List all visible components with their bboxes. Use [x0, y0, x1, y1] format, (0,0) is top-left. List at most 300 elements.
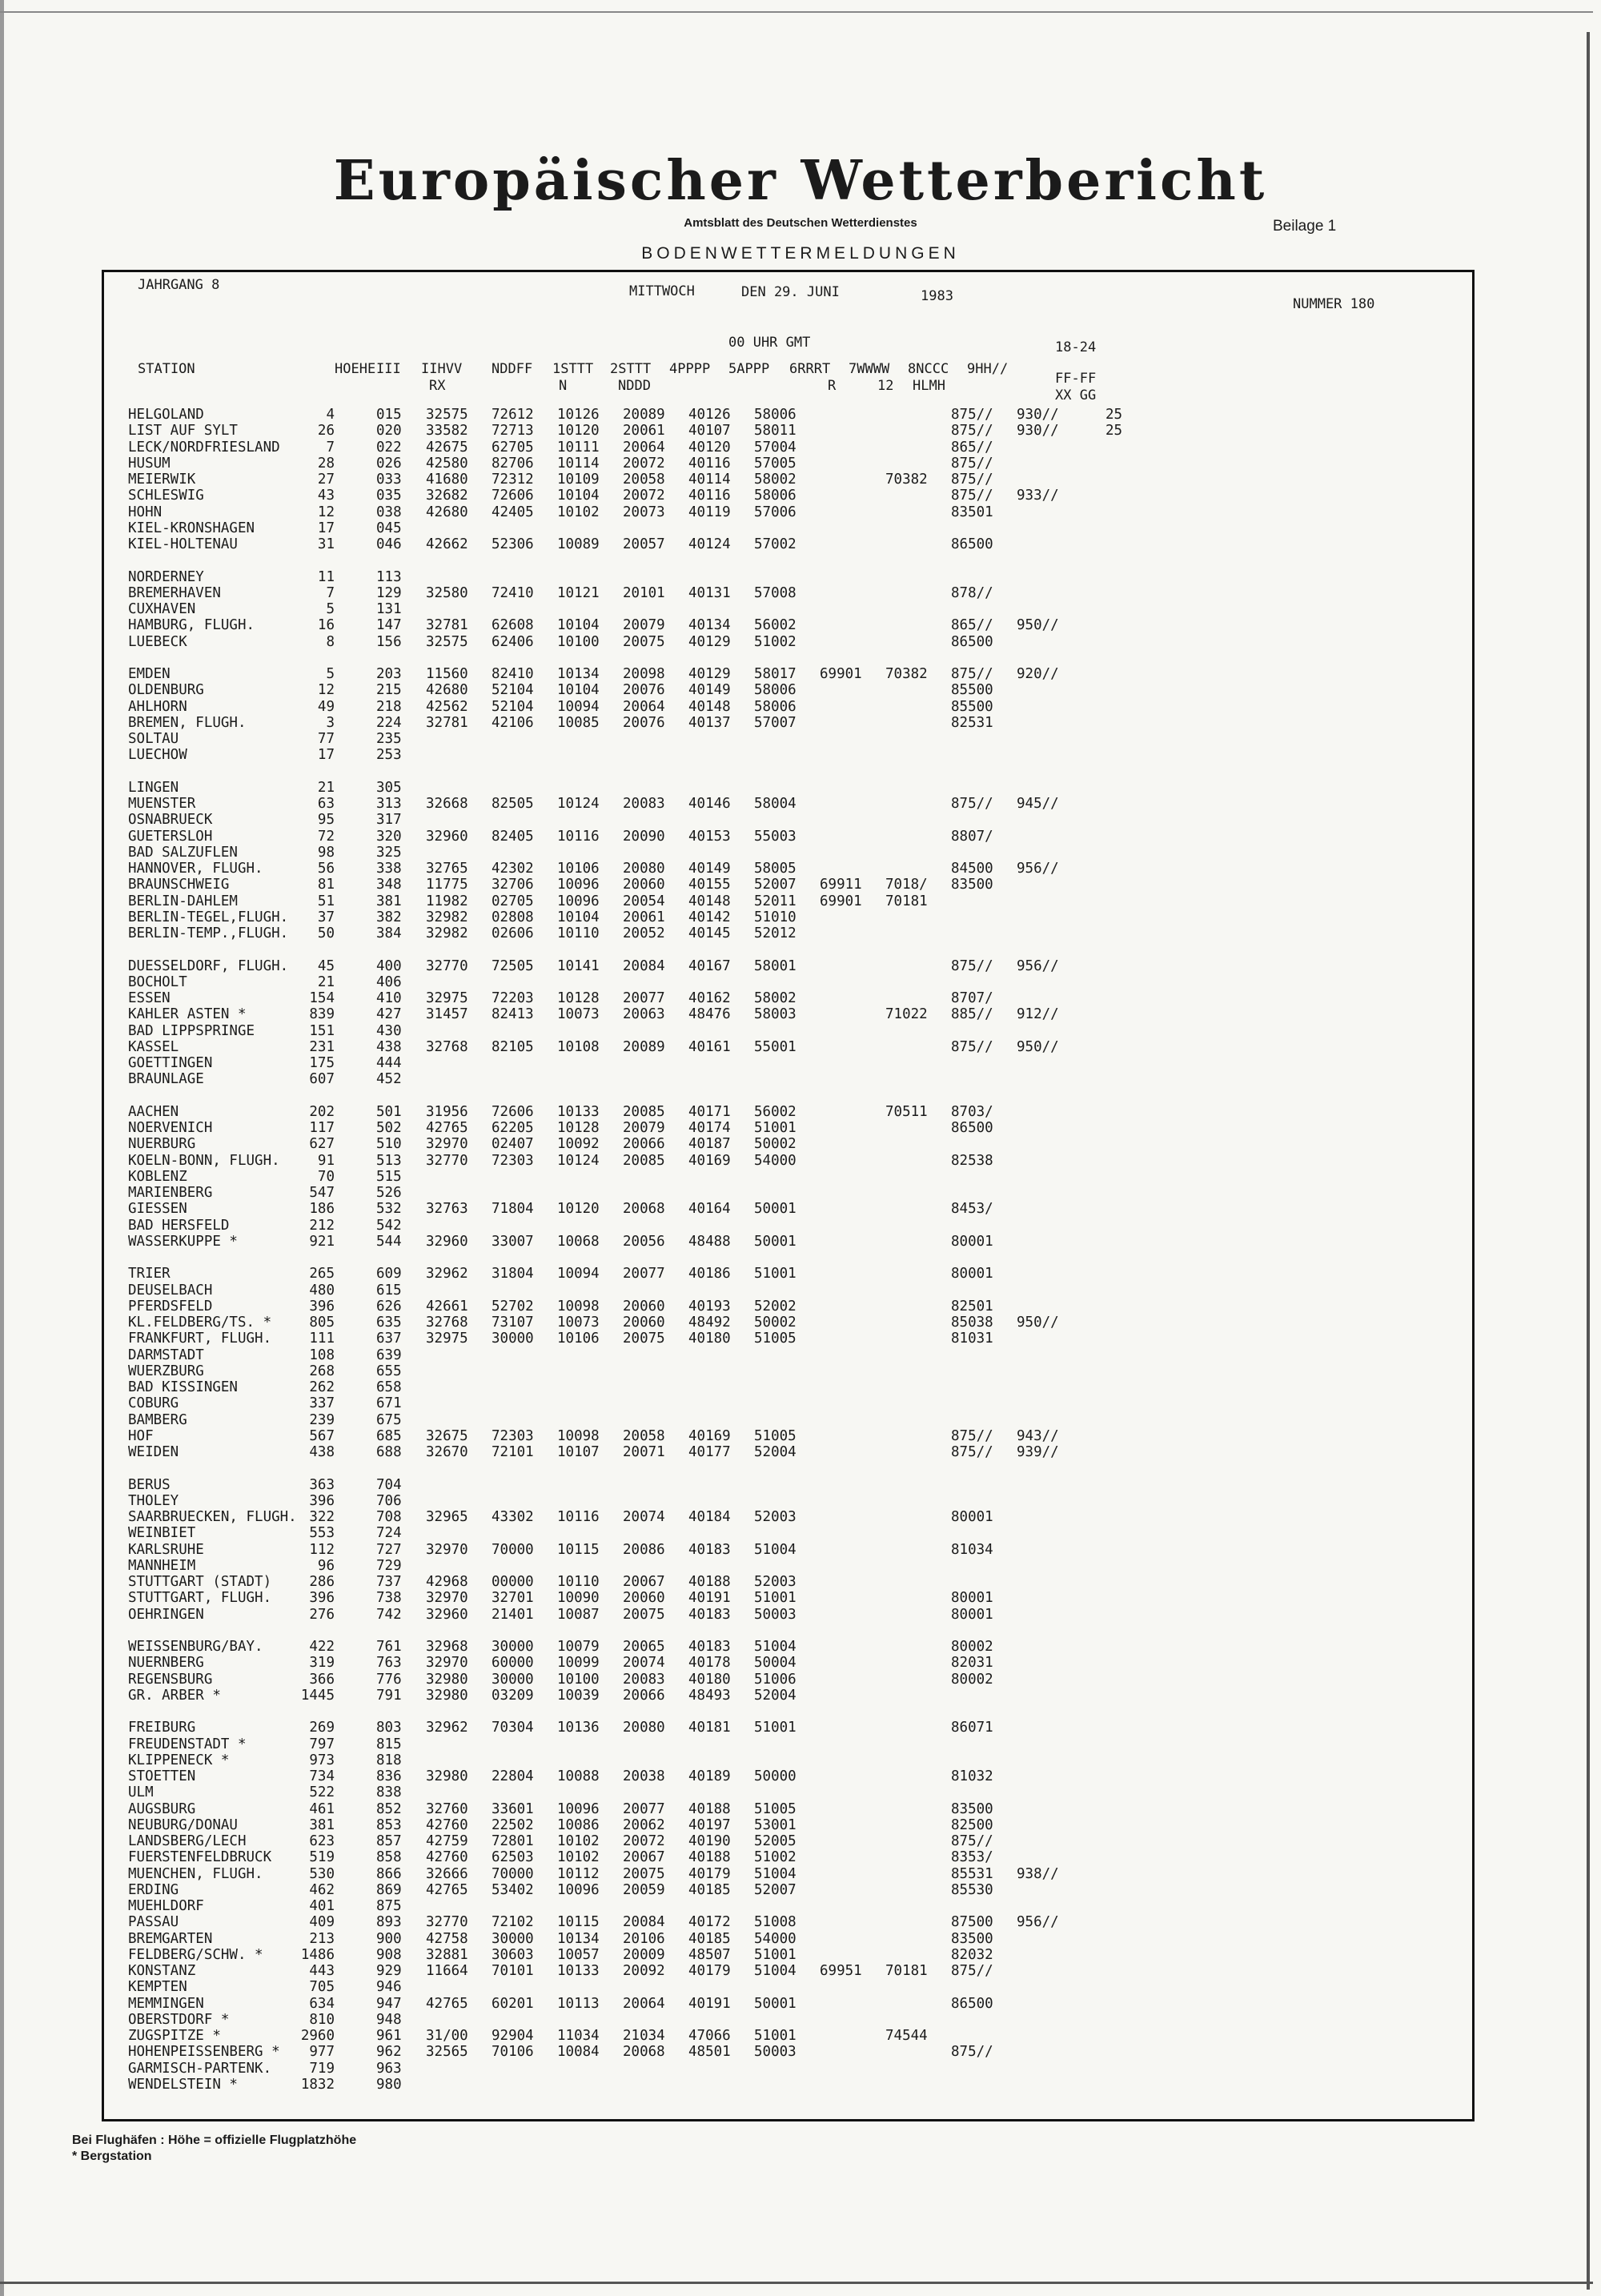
- table-cell: 20068: [623, 2044, 665, 2061]
- table-cell: 42675: [426, 439, 468, 456]
- table-cell: 70181: [885, 893, 928, 909]
- column-header: NDDFF: [492, 361, 533, 377]
- table-cell: 382: [376, 909, 402, 925]
- station-name: NEUBURG/DONAU: [128, 1816, 238, 1833]
- table-cell: 20058: [623, 472, 665, 488]
- table-cell: 86071: [951, 1720, 993, 1736]
- table-cell: 40179: [688, 1963, 731, 1979]
- table-cell: 147: [376, 617, 402, 634]
- table-cell: 406: [376, 973, 402, 990]
- table-cell: 72801: [492, 1833, 534, 1849]
- table-cell: 40171: [688, 1103, 731, 1120]
- table-cell: 40180: [688, 1671, 731, 1688]
- table-cell: 20101: [623, 584, 665, 601]
- table-cell: 305: [376, 779, 402, 796]
- table-cell: 737: [376, 1574, 402, 1590]
- table-cell: 410: [376, 990, 402, 1006]
- table-cell: 42680: [426, 682, 468, 699]
- table-cell: 10141: [557, 957, 600, 974]
- station-name: GIESSEN: [128, 1201, 187, 1218]
- station-name: OBERSTDORF *: [128, 2011, 230, 2028]
- table-cell: 10128: [557, 990, 600, 1006]
- station-name: BREMEN, FLUGH.: [128, 714, 247, 731]
- table-cell: 85530: [951, 1881, 993, 1898]
- table-cell: 20074: [623, 1509, 665, 1525]
- table-cell: 900: [376, 1930, 402, 1947]
- table-cell: 82032: [951, 1946, 993, 1963]
- station-name: MUENCHEN, FLUGH.: [128, 1865, 263, 1882]
- station-name: MEMMINGEN: [128, 1995, 204, 2012]
- table-cell: 85500: [951, 698, 993, 715]
- table-cell: 30000: [492, 1671, 534, 1688]
- table-cell: 10086: [557, 1816, 600, 1833]
- table-cell: 337: [309, 1395, 335, 1412]
- table-cell: 946: [376, 1979, 402, 1996]
- table-cell: 58006: [754, 682, 796, 699]
- table-cell: 40153: [688, 828, 731, 845]
- column-subheader: XX GG: [1055, 387, 1097, 403]
- table-cell: 20059: [623, 1881, 665, 1898]
- table-cell: 202: [309, 1103, 335, 1120]
- station-name: KIEL-HOLTENAU: [128, 536, 238, 552]
- table-cell: 32770: [426, 1914, 468, 1931]
- table-cell: 10116: [557, 1509, 600, 1525]
- table-cell: 52012: [754, 925, 796, 941]
- table-cell: 02808: [492, 909, 534, 925]
- table-cell: 461: [309, 1800, 335, 1817]
- table-cell: 20068: [623, 1201, 665, 1218]
- table-cell: 31804: [492, 1266, 534, 1282]
- table-cell: 438: [309, 1444, 335, 1460]
- table-cell: 875//: [951, 1038, 993, 1055]
- table-cell: 70511: [885, 1103, 928, 1120]
- table-cell: 51005: [754, 1427, 796, 1444]
- table-cell: 852: [376, 1800, 402, 1817]
- table-cell: 32975: [426, 1331, 468, 1347]
- table-cell: 42760: [426, 1849, 468, 1866]
- table-cell: 11: [317, 568, 335, 585]
- table-cell: 20074: [623, 1655, 665, 1672]
- table-cell: 685: [376, 1427, 402, 1444]
- table-cell: 20066: [623, 1687, 665, 1704]
- table-cell: 875//: [951, 472, 993, 488]
- table-cell: 908: [376, 1946, 402, 1963]
- table-cell: 82500: [951, 1816, 993, 1833]
- table-cell: 03209: [492, 1687, 534, 1704]
- table-cell: 20072: [623, 1833, 665, 1849]
- station-name: THOLEY: [128, 1492, 179, 1509]
- table-cell: 10087: [557, 1606, 600, 1623]
- table-cell: 40146: [688, 796, 731, 812]
- table-cell: 53402: [492, 1881, 534, 1898]
- table-cell: 42405: [492, 504, 534, 520]
- table-cell: 10079: [557, 1639, 600, 1655]
- table-cell: 265: [309, 1266, 335, 1282]
- table-cell: 17: [317, 520, 335, 536]
- table-cell: 186: [309, 1201, 335, 1218]
- table-cell: 72312: [492, 472, 534, 488]
- table-cell: 10108: [557, 1038, 600, 1055]
- table-cell: 72303: [492, 1427, 534, 1444]
- table-cell: 56002: [754, 1103, 796, 1120]
- table-cell: 544: [376, 1233, 402, 1250]
- table-cell: 10100: [557, 633, 600, 650]
- table-cell: 2960: [300, 2028, 335, 2044]
- table-cell: 32965: [426, 1509, 468, 1525]
- table-cell: 10104: [557, 617, 600, 634]
- table-cell: 86500: [951, 633, 993, 650]
- table-cell: 980: [376, 2076, 402, 2093]
- table-cell: 10068: [557, 1233, 600, 1250]
- table-cell: 10090: [557, 1590, 600, 1607]
- station-name: TRIER: [128, 1266, 171, 1282]
- table-cell: 8: [326, 633, 335, 650]
- table-cell: 875//: [951, 1427, 993, 1444]
- station-name: SCHLESWIG: [128, 488, 204, 504]
- table-cell: 865//: [951, 617, 993, 634]
- table-cell: 32668: [426, 796, 468, 812]
- table-cell: 40188: [688, 1574, 731, 1590]
- table-cell: 675: [376, 1411, 402, 1428]
- table-cell: 10106: [557, 861, 600, 877]
- table-cell: 42680: [426, 504, 468, 520]
- table-cell: 384: [376, 925, 402, 941]
- table-cell: 40107: [688, 423, 731, 440]
- table-cell: 20065: [623, 1639, 665, 1655]
- table-cell: 55001: [754, 1038, 796, 1055]
- year-label: 1983: [921, 288, 953, 304]
- station-name: ULM: [128, 1784, 154, 1801]
- station-name: BRAUNSCHWEIG: [128, 877, 230, 893]
- volume-label: JAHRGANG 8: [138, 277, 220, 293]
- table-cell: 30000: [492, 1331, 534, 1347]
- table-cell: 43302: [492, 1509, 534, 1525]
- table-cell: 10110: [557, 1574, 600, 1590]
- table-cell: 738: [376, 1590, 402, 1607]
- station-name: BERLIN-DAHLEM: [128, 893, 238, 909]
- station-name: LUEBECK: [128, 633, 187, 650]
- table-cell: 033: [376, 472, 402, 488]
- station-name: WEIDEN: [128, 1444, 179, 1460]
- column-header: 4PPPP: [669, 361, 711, 377]
- column-subheader: RX: [429, 378, 446, 394]
- table-cell: 810: [309, 2011, 335, 2028]
- footnote-mountain: * Bergstation: [72, 2149, 152, 2163]
- table-cell: 80001: [951, 1606, 993, 1623]
- station-name: STUTTGART (STADT): [128, 1574, 272, 1590]
- table-cell: 776: [376, 1671, 402, 1688]
- column-header: 2STTT: [610, 361, 652, 377]
- table-cell: 20054: [623, 893, 665, 909]
- table-cell: 32970: [426, 1655, 468, 1672]
- table-cell: 32770: [426, 1152, 468, 1169]
- table-cell: 320: [376, 828, 402, 845]
- table-cell: 51008: [754, 1914, 796, 1931]
- table-cell: 72101: [492, 1444, 534, 1460]
- table-cell: 52104: [492, 698, 534, 715]
- issue-number: NUMMER 180: [1293, 296, 1375, 312]
- table-cell: 10134: [557, 666, 600, 682]
- table-cell: 20066: [623, 1136, 665, 1153]
- station-name: CUXHAVEN: [128, 601, 196, 617]
- station-name: DUESSELDORF, FLUGH.: [128, 957, 289, 974]
- table-cell: 452: [376, 1071, 402, 1088]
- station-name: BERLIN-TEMP.,FLUGH.: [128, 925, 289, 941]
- table-cell: 40124: [688, 536, 731, 552]
- table-cell: 276: [309, 1606, 335, 1623]
- table-cell: 40129: [688, 633, 731, 650]
- table-cell: 32682: [426, 488, 468, 504]
- table-cell: 32960: [426, 1606, 468, 1623]
- table-cell: 96: [317, 1557, 335, 1574]
- table-cell: 839: [309, 1006, 335, 1023]
- table-cell: 40185: [688, 1881, 731, 1898]
- table-cell: 20038: [623, 1768, 665, 1784]
- table-cell: 20064: [623, 1995, 665, 2012]
- table-cell: 50004: [754, 1655, 796, 1672]
- table-cell: 5: [326, 666, 335, 682]
- station-name: KIEL-KRONSHAGEN: [128, 520, 255, 536]
- table-cell: 51006: [754, 1671, 796, 1688]
- station-name: COBURG: [128, 1395, 179, 1412]
- table-cell: 878//: [951, 584, 993, 601]
- table-cell: 950//: [1017, 1315, 1059, 1331]
- column-header: 5APPP: [728, 361, 770, 377]
- table-cell: 82531: [951, 714, 993, 731]
- supplement-label: Beilage 1: [1273, 218, 1337, 235]
- table-cell: 51001: [754, 1946, 796, 1963]
- table-cell: 58006: [754, 488, 796, 504]
- table-cell: 5: [326, 601, 335, 617]
- table-cell: 218: [376, 698, 402, 715]
- table-cell: 239: [309, 1411, 335, 1428]
- table-cell: 875//: [951, 423, 993, 440]
- table-cell: 40148: [688, 893, 731, 909]
- table-cell: 818: [376, 1752, 402, 1768]
- table-cell: 875//: [951, 488, 993, 504]
- station-name: MARIENBERG: [128, 1185, 213, 1201]
- table-cell: 10134: [557, 1930, 600, 1947]
- table-cell: 69911: [820, 877, 862, 893]
- table-cell: 40169: [688, 1152, 731, 1169]
- table-cell: 40162: [688, 990, 731, 1006]
- table-cell: 319: [309, 1655, 335, 1672]
- table-cell: 31: [317, 536, 335, 552]
- table-cell: 40174: [688, 1120, 731, 1136]
- table-cell: 519: [309, 1849, 335, 1866]
- table-cell: 857: [376, 1833, 402, 1849]
- table-cell: 961: [376, 2028, 402, 2044]
- table-cell: 10115: [557, 1541, 600, 1558]
- station-name: FUERSTENFELDBRUCK: [128, 1849, 272, 1866]
- table-cell: 20090: [623, 828, 665, 845]
- table-cell: 42106: [492, 714, 534, 731]
- station-name: WENDELSTEIN *: [128, 2076, 238, 2093]
- table-cell: 17: [317, 747, 335, 764]
- table-cell: 921: [309, 1233, 335, 1250]
- table-cell: 444: [376, 1055, 402, 1071]
- table-cell: 363: [309, 1476, 335, 1493]
- table-cell: 875//: [951, 1444, 993, 1460]
- table-cell: 348: [376, 877, 402, 893]
- table-cell: 10039: [557, 1687, 600, 1704]
- table-cell: 70304: [492, 1720, 534, 1736]
- table-cell: 21034: [623, 2028, 665, 2044]
- table-cell: 28: [317, 455, 335, 472]
- table-cell: 203: [376, 666, 402, 682]
- station-name: NOERVENICH: [128, 1120, 213, 1136]
- table-cell: 50002: [754, 1315, 796, 1331]
- table-cell: 52104: [492, 682, 534, 699]
- table-cell: 32763: [426, 1201, 468, 1218]
- table-cell: 30000: [492, 1930, 534, 1947]
- table-cell: 10096: [557, 877, 600, 893]
- weekday-label: MITTWOCH: [629, 283, 695, 299]
- table-cell: 57004: [754, 439, 796, 456]
- table-cell: 32975: [426, 990, 468, 1006]
- time-header: 00 UHR GMT: [728, 335, 811, 351]
- table-cell: 634: [309, 1995, 335, 2012]
- table-cell: 671: [376, 1395, 402, 1412]
- table-cell: 231: [309, 1038, 335, 1055]
- table-cell: 396: [309, 1298, 335, 1315]
- table-cell: 48488: [688, 1233, 731, 1250]
- table-cell: 51005: [754, 1800, 796, 1817]
- table-cell: 40191: [688, 1995, 731, 2012]
- table-cell: 10098: [557, 1298, 600, 1315]
- table-cell: 73107: [492, 1315, 534, 1331]
- table-cell: 40164: [688, 1201, 731, 1218]
- table-cell: 40181: [688, 1720, 731, 1736]
- table-cell: 02606: [492, 925, 534, 941]
- table-cell: 875//: [951, 957, 993, 974]
- table-cell: 026: [376, 455, 402, 472]
- station-name: NORDERNEY: [128, 568, 204, 585]
- table-cell: 50002: [754, 1136, 796, 1153]
- table-cell: 32962: [426, 1266, 468, 1282]
- table-cell: 69901: [820, 893, 862, 909]
- table-cell: 10098: [557, 1427, 600, 1444]
- table-cell: 32575: [426, 407, 468, 423]
- table-cell: 57002: [754, 536, 796, 552]
- table-cell: 70000: [492, 1541, 534, 1558]
- table-cell: 42760: [426, 1816, 468, 1833]
- table-cell: 10096: [557, 1800, 600, 1817]
- table-cell: 462: [309, 1881, 335, 1898]
- table-cell: 20076: [623, 682, 665, 699]
- station-name: KL.FELDBERG/TS. *: [128, 1315, 272, 1331]
- table-cell: 70: [317, 1168, 335, 1185]
- table-cell: 32768: [426, 1038, 468, 1055]
- table-cell: 52007: [754, 877, 796, 893]
- table-cell: 20056: [623, 1233, 665, 1250]
- station-name: EMDEN: [128, 666, 171, 682]
- table-cell: 60000: [492, 1655, 534, 1672]
- station-name: MUEHLDORF: [128, 1898, 204, 1914]
- table-cell: 42562: [426, 698, 468, 715]
- table-cell: 038: [376, 504, 402, 520]
- table-cell: 40114: [688, 472, 731, 488]
- table-cell: 10113: [557, 1995, 600, 2012]
- table-cell: 31/00: [426, 2028, 468, 2044]
- station-name: PFERDSFELD: [128, 1298, 213, 1315]
- station-name: AUGSBURG: [128, 1800, 196, 1817]
- table-cell: 522: [309, 1784, 335, 1801]
- scan-edge-bottom: [0, 2282, 1593, 2284]
- column-header: HOEHE: [335, 361, 376, 377]
- table-cell: 20089: [623, 1038, 665, 1055]
- station-name: BAD SALZUFLEN: [128, 844, 238, 861]
- table-cell: 422: [309, 1639, 335, 1655]
- table-cell: 85038: [951, 1315, 993, 1331]
- station-name: SOLTAU: [128, 731, 179, 747]
- table-cell: 40126: [688, 407, 731, 423]
- table-cell: 10096: [557, 1881, 600, 1898]
- table-cell: 51001: [754, 1120, 796, 1136]
- table-cell: 62503: [492, 1849, 534, 1866]
- table-cell: 763: [376, 1655, 402, 1672]
- table-cell: 51002: [754, 1849, 796, 1866]
- table-cell: 40190: [688, 1833, 731, 1849]
- table-cell: 12: [317, 682, 335, 699]
- table-cell: 69901: [820, 666, 862, 682]
- station-name: BAMBERG: [128, 1411, 187, 1428]
- table-cell: 366: [309, 1671, 335, 1688]
- table-cell: 627: [309, 1136, 335, 1153]
- table-cell: 542: [376, 1217, 402, 1234]
- table-cell: 20060: [623, 1590, 665, 1607]
- table-cell: 32960: [426, 828, 468, 845]
- column-header: 1STTT: [552, 361, 594, 377]
- table-cell: 85500: [951, 682, 993, 699]
- table-cell: 40184: [688, 1509, 731, 1525]
- table-cell: 40116: [688, 455, 731, 472]
- station-name: WUERZBURG: [128, 1363, 204, 1379]
- column-subheader: NDDD: [618, 378, 651, 394]
- table-cell: 42765: [426, 1881, 468, 1898]
- table-cell: 20071: [623, 1444, 665, 1460]
- table-cell: 92904: [492, 2028, 534, 2044]
- table-cell: 045: [376, 520, 402, 536]
- column-subheader: R: [828, 378, 837, 394]
- table-cell: 42580: [426, 455, 468, 472]
- table-cell: 50001: [754, 1201, 796, 1218]
- table-cell: 20079: [623, 1120, 665, 1136]
- table-cell: 129: [376, 584, 402, 601]
- table-cell: 20075: [623, 1331, 665, 1347]
- table-cell: 1832: [300, 2076, 335, 2093]
- table-cell: 48476: [688, 1006, 731, 1023]
- table-cell: 20075: [623, 1865, 665, 1882]
- table-cell: 805: [309, 1315, 335, 1331]
- table-cell: 33007: [492, 1233, 534, 1250]
- station-name: HOHENPEISSENBERG *: [128, 2044, 280, 2061]
- masthead-subtitle: Amtsblatt des Deutschen Wetterdienstes: [684, 216, 917, 230]
- table-cell: 48492: [688, 1315, 731, 1331]
- table-cell: 797: [309, 1736, 335, 1752]
- station-name: SAARBRUECKEN, FLUGH.: [128, 1509, 297, 1525]
- table-cell: 502: [376, 1120, 402, 1136]
- table-cell: 212: [309, 1217, 335, 1234]
- table-cell: 526: [376, 1185, 402, 1201]
- table-cell: 32980: [426, 1768, 468, 1784]
- table-cell: 046: [376, 536, 402, 552]
- table-cell: 80002: [951, 1671, 993, 1688]
- table-cell: 553: [309, 1525, 335, 1542]
- table-cell: 57007: [754, 714, 796, 731]
- table-cell: 20067: [623, 1849, 665, 1866]
- period-header: 18-24: [1055, 339, 1097, 355]
